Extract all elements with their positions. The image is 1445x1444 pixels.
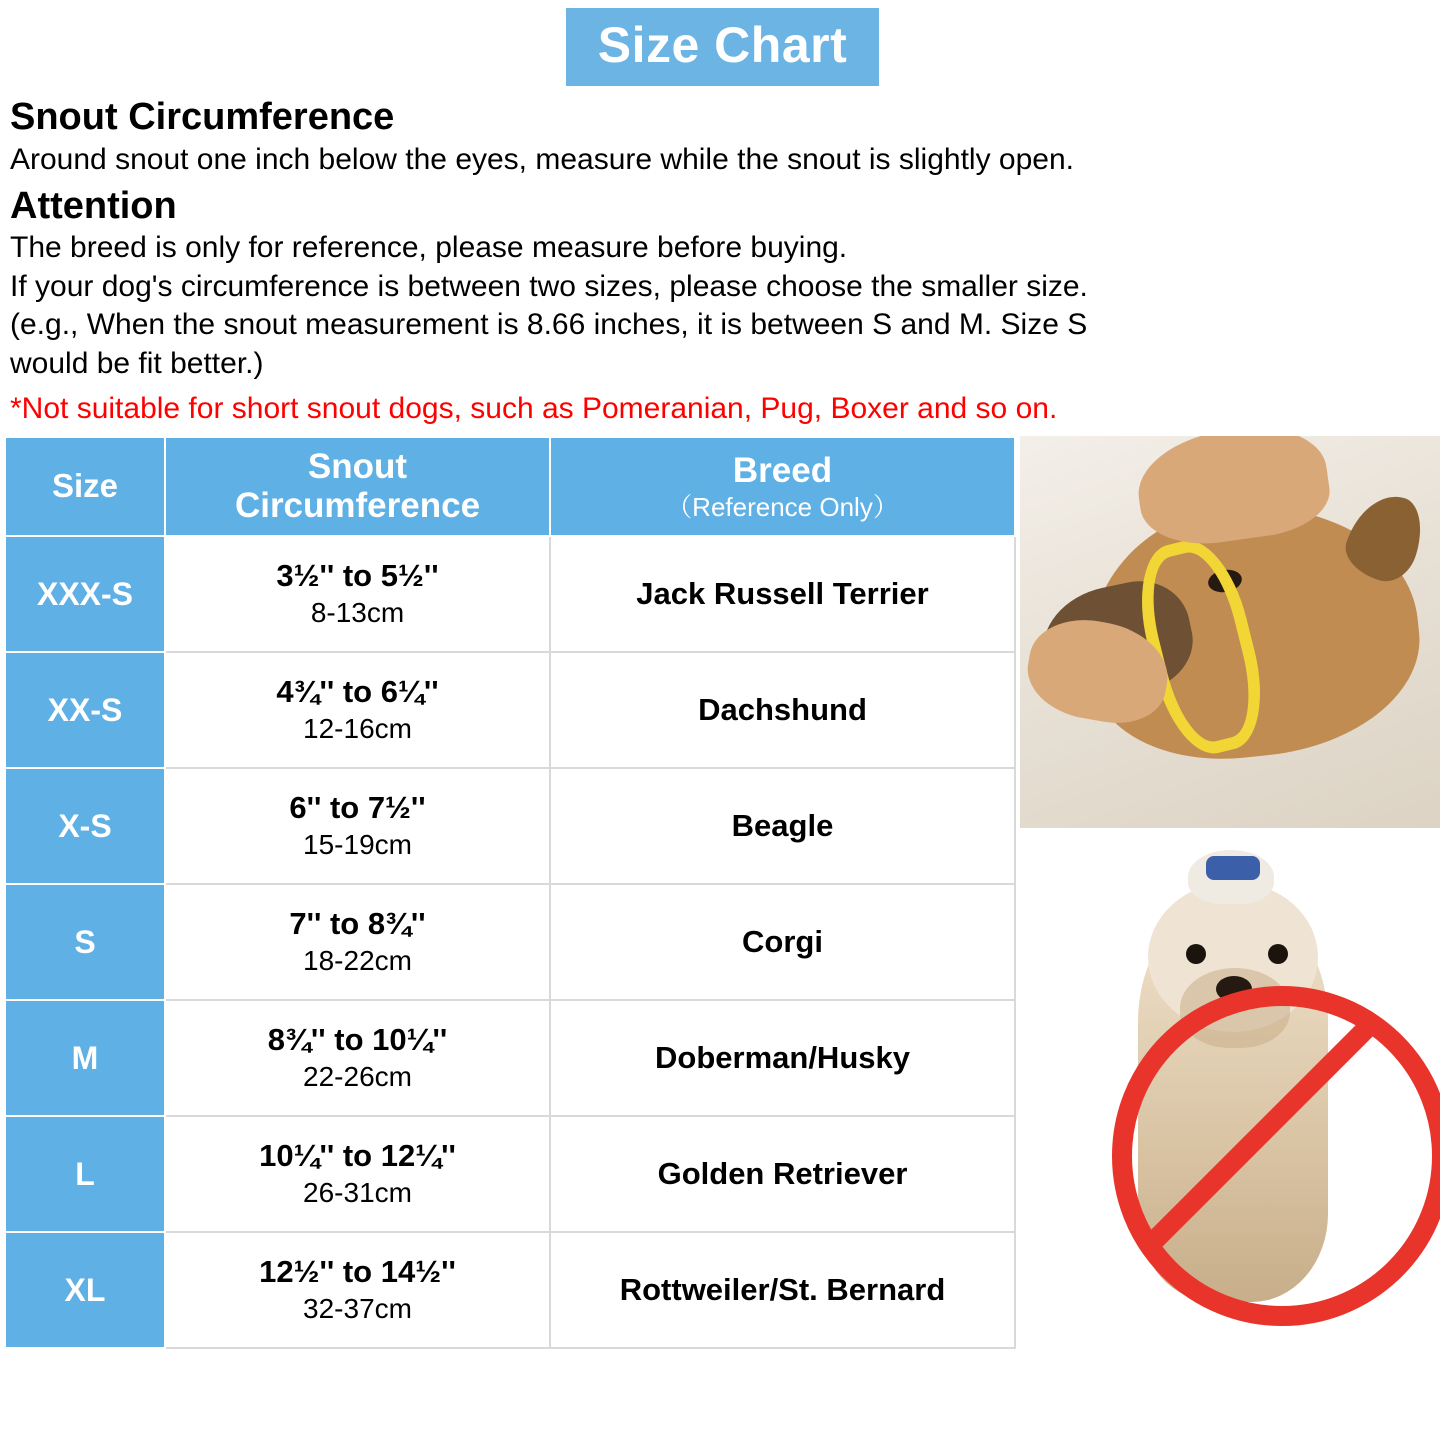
cell-size: XX-S bbox=[5, 652, 165, 768]
table-row bbox=[5, 884, 1015, 1000]
cell-snout-cm: 22-26cm bbox=[303, 1061, 412, 1093]
cell-breed: Jack Russell Terrier bbox=[550, 536, 1015, 652]
table-row bbox=[5, 536, 1015, 652]
cell-snout-cm: 8-13cm bbox=[310, 597, 405, 629]
cell-snout-cm: 12-16cm bbox=[303, 713, 412, 745]
header-snout-line1: Snout bbox=[307, 447, 408, 487]
cell-breed: Corgi bbox=[550, 884, 1015, 1000]
attention-heading: Attention bbox=[10, 184, 177, 227]
cell-snout-cm: 26-31cm bbox=[303, 1177, 412, 1209]
snout-heading: Snout Circumference bbox=[10, 96, 395, 138]
snout-description: Around snout one inch below the eyes, measure while the snout is slightly open. bbox=[10, 142, 1074, 176]
small-dog-left-eye bbox=[1186, 944, 1206, 964]
hair-bow-icon bbox=[1206, 856, 1260, 880]
cell-breed: Dachshund bbox=[550, 652, 1015, 768]
table-row bbox=[5, 768, 1015, 884]
cell-snout bbox=[165, 1000, 550, 1116]
header-size: Size bbox=[5, 437, 165, 536]
cell-breed: Golden Retriever bbox=[550, 1116, 1015, 1232]
header-breed bbox=[550, 437, 1015, 536]
page-title: Size Chart bbox=[566, 8, 880, 86]
header-snout-line2: Circumference bbox=[234, 485, 481, 525]
cell-size: S bbox=[5, 884, 165, 1000]
table-row bbox=[5, 1000, 1015, 1116]
title-container bbox=[0, 0, 1445, 86]
table-row bbox=[5, 1116, 1015, 1232]
photo-column bbox=[1014, 436, 1441, 1361]
size-table-container bbox=[4, 436, 1014, 1349]
cell-size: M bbox=[5, 1000, 165, 1116]
table-row bbox=[5, 652, 1015, 768]
cell-size: X-S bbox=[5, 768, 165, 884]
cell-snout-inch: 7'' to 8¾'' bbox=[289, 906, 426, 942]
attention-line-1: The breed is only for reference, please measure before buying. bbox=[10, 231, 848, 265]
cell-snout bbox=[165, 1232, 550, 1348]
cell-breed: Rottweiler/St. Bernard bbox=[550, 1232, 1015, 1348]
cell-snout bbox=[165, 884, 550, 1000]
cell-breed: Doberman/Husky bbox=[550, 1000, 1015, 1116]
cell-size: XXX-S bbox=[5, 536, 165, 652]
cell-snout bbox=[165, 1116, 550, 1232]
attention-line-2: If your dog's circumference is between two sizes, please choose the smaller size. bbox=[10, 269, 1088, 303]
header-snout-circumference bbox=[165, 437, 550, 536]
attention-line-4: would be fit better.) bbox=[10, 346, 264, 380]
cell-snout-inch: 3½'' to 5½'' bbox=[276, 558, 439, 594]
size-table bbox=[4, 436, 1016, 1349]
header-breed-label: Breed bbox=[732, 451, 833, 490]
short-snout-warning: *Not suitable for short snout dogs, such as Pomeranian, Pug, Boxer and so on. bbox=[10, 392, 1058, 426]
header-breed-sublabel: （Reference Only） bbox=[666, 491, 899, 522]
table-body bbox=[5, 536, 1015, 1348]
cell-snout-inch: 10¼'' to 12¼'' bbox=[259, 1138, 456, 1174]
cell-size: L bbox=[5, 1116, 165, 1232]
info-text-block bbox=[0, 86, 1445, 428]
measuring-snout-photo bbox=[1020, 436, 1440, 828]
short-snout-dog-photo bbox=[1020, 840, 1440, 1360]
attention-line-3: (e.g., When the snout measurement is 8.66 inches, it is between S and M. Size S bbox=[10, 308, 1088, 342]
cell-snout-inch: 8¾'' to 10¼'' bbox=[267, 1022, 448, 1058]
cell-snout-inch: 12½'' to 14½'' bbox=[259, 1254, 456, 1290]
cell-size: XL bbox=[5, 1232, 165, 1348]
cell-snout-inch: 6'' to 7½'' bbox=[289, 790, 426, 826]
small-dog-right-eye bbox=[1268, 944, 1288, 964]
cell-snout-cm: 15-19cm bbox=[303, 829, 412, 861]
cell-breed: Beagle bbox=[550, 768, 1015, 884]
cell-snout-cm: 18-22cm bbox=[303, 945, 412, 977]
cell-snout bbox=[165, 652, 550, 768]
chart-and-photos bbox=[0, 436, 1445, 1361]
table-header-row bbox=[5, 437, 1015, 536]
cell-snout-cm: 32-37cm bbox=[303, 1293, 412, 1325]
cell-snout bbox=[165, 536, 550, 652]
cell-snout-inch: 4¾'' to 6¼'' bbox=[276, 674, 439, 710]
prohibition-icon bbox=[1112, 986, 1440, 1326]
table-header bbox=[5, 437, 1015, 536]
table-row bbox=[5, 1232, 1015, 1348]
cell-snout bbox=[165, 768, 550, 884]
